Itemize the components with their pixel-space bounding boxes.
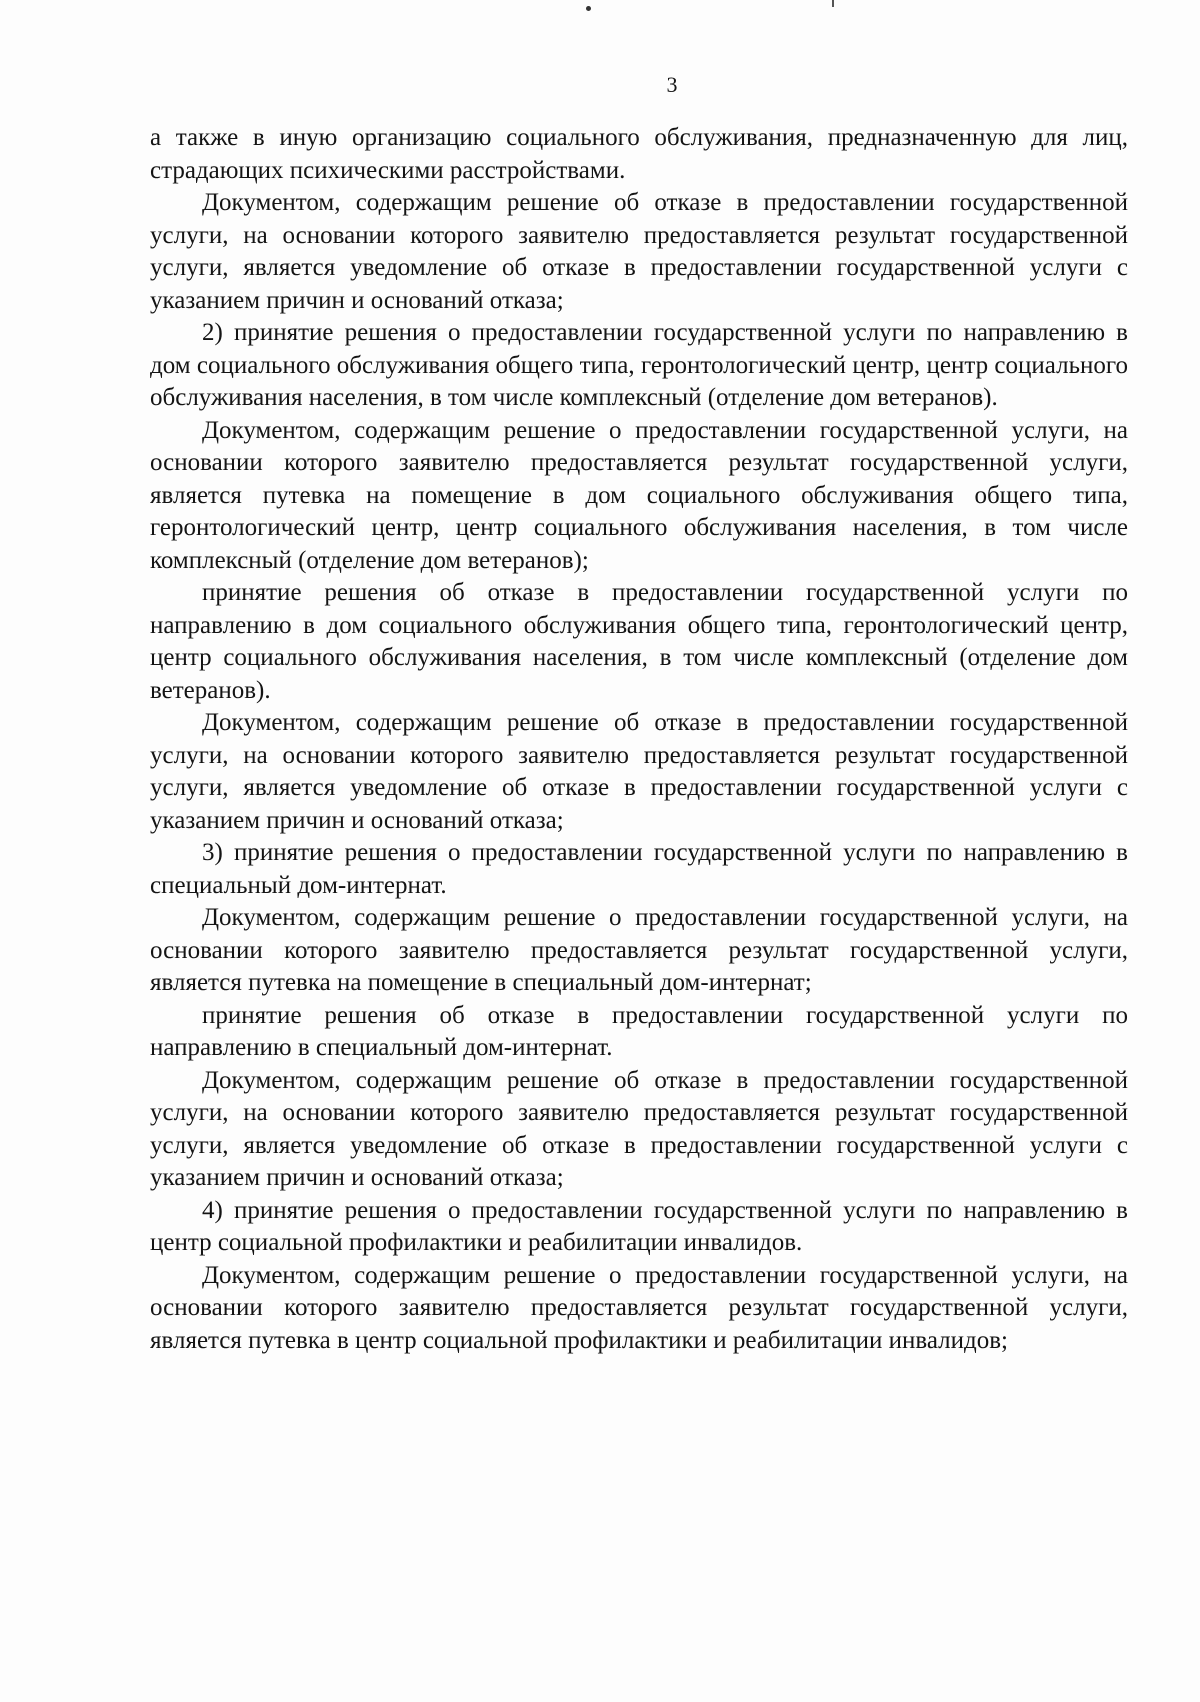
page-number: 3 (666, 72, 678, 97)
paragraph-item-2: 2) принятие решения о предоставлении государственной услуги по направлению в дом социального обслуживания общего типа, геронтологический центр, центр социального обслуживания населения, в том числе комплексный (отделение дом ветеранов). (150, 319, 1128, 411)
document-body (150, 122, 1128, 1357)
scan-artifact-dot (586, 6, 591, 11)
scan-artifact-mark (832, 0, 834, 7)
paragraph-continuation: а также в иную организацию социального обслуживания, предназначенную для лиц, страдающих психическими расстройствами. (150, 124, 1128, 184)
paragraph-grant-document-4: Документом, содержащим решение о предоставлении государственной услуги, на основании которого заявителю предоставляется результат государственной услуги, является путевка в центр социальной профилактики и реабилитации инвалидов; (150, 1261, 1128, 1354)
paragraph-refusal-document-2: Документом, содержащим решение об отказе в предоставлении государственной услуги, на основании которого заявителю предоставляется результат государственной услуги, является уведомление об отказе в предоставлении государственной услуги с указанием причин и оснований отказа; (150, 709, 1128, 834)
paragraph-grant-document-2: Документом, содержащим решение о предоставлении государственной услуги, на основании которого заявителю предоставляется результат государственной услуги, является путевка на помещение в дом социального обслуживания общего типа, геронтологический центр, центр социального обслуживания населения, в том числе комплексный (отделение дом ветеранов); (150, 416, 1128, 574)
paragraph-refusal-decision-2: принятие решения об отказе в предоставлении государственной услуги по направлению в дом социального обслуживания общего типа, геронтологический центр, центр социального обслуживания населения, в том числе комплексный (отделение дом ветеранов). (150, 579, 1128, 704)
paragraph-grant-document-3: Документом, содержащим решение о предоставлении государственной услуги, на основании которого заявителю предоставляется результат государственной услуги, является путевка на помещение в специальный дом-интернат; (150, 904, 1128, 996)
paragraph-item-3: 3) принятие решения о предоставлении государственной услуги по направлению в специальный дом-интернат. (150, 839, 1128, 899)
paragraph-refusal-document-1: Документом, содержащим решение об отказе в предоставлении государственной услуги, на основании которого заявителю предоставляется результат государственной услуги, является уведомление об отказе в предоставлении государственной услуги с указанием причин и оснований отказа; (150, 189, 1128, 314)
paragraph-item-4: 4) принятие решения о предоставлении государственной услуги по направлению в центр социальной профилактики и реабилитации инвалидов. (150, 1196, 1128, 1256)
paragraph-refusal-document-3: Документом, содержащим решение об отказе в предоставлении государственной услуги, на основании которого заявителю предоставляется результат государственной услуги, является уведомление об отказе в предоставлении государственной услуги с указанием причин и оснований отказа; (150, 1066, 1128, 1191)
paragraph-refusal-decision-3: принятие решения об отказе в предоставлении государственной услуги по направлению в специальный дом-интернат. (150, 1001, 1128, 1061)
